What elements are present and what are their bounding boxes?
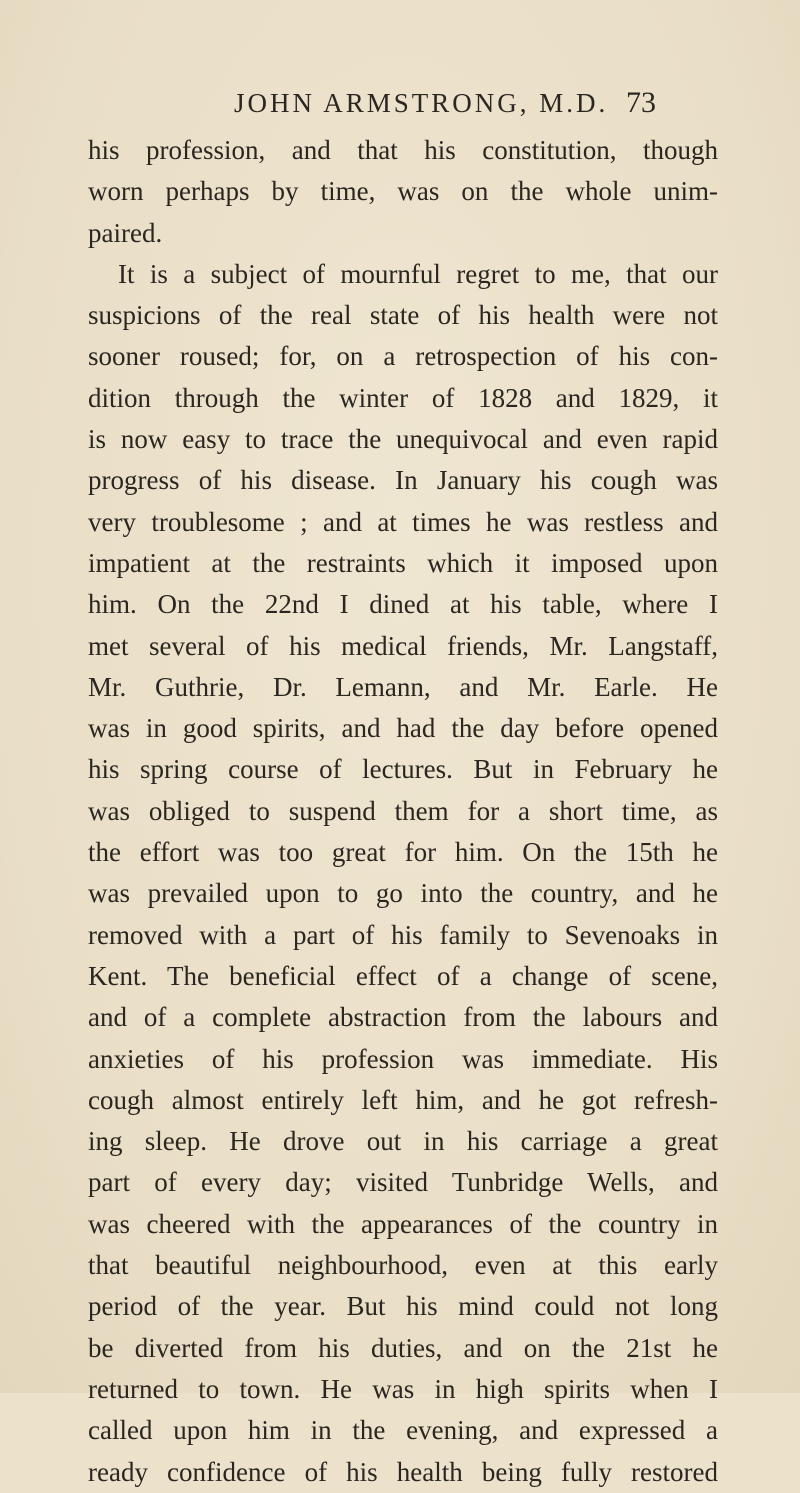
text-line: was prevailed upon to go into the country, and he <box>88 878 718 909</box>
text-line: removed with a part of his family to Sevenoaks in <box>88 919 718 950</box>
text-line: suspicions of the real state of his health were not <box>88 300 718 331</box>
text-line: anxieties of his profession was immediate. His <box>88 1043 718 1074</box>
text-line: Kent. The beneficial effect of a change of scene, <box>88 960 718 991</box>
paragraph <box>88 254 718 1493</box>
text-line: progress of his disease. In January his cough was <box>88 465 718 496</box>
body-text <box>88 130 718 1493</box>
text-line: sooner roused; for, on a retrospection of his con- <box>88 341 718 372</box>
text-line: his profession, and that his constitution, though <box>88 135 718 165</box>
text-line: him. On the 22nd I dined at his table, where I <box>88 589 718 620</box>
text-line: met several of his medical friends, Mr. Langstaff, <box>88 630 718 661</box>
text-line: ing sleep. He drove out in his carriage a great <box>88 1126 718 1157</box>
running-head <box>0 78 800 128</box>
text-line: and of a complete abstraction from the labours and <box>88 1002 718 1033</box>
text-line: It is a subject of mournful regret to me, that our <box>118 258 718 289</box>
text-line: was cheered with the appearances of the country in <box>88 1208 718 1239</box>
text-line: part of every day; visited Tunbridge Wells, and <box>88 1167 718 1198</box>
text-line: cough almost entirely left him, and he got refresh- <box>88 1084 718 1115</box>
text-line: is now easy to trace the unequivocal and even rapid <box>88 424 718 455</box>
text-line: impatient at the restraints which it imposed upon <box>88 547 718 578</box>
page-number: 73 <box>626 86 656 119</box>
text-line: ready confidence of his health being fully restored <box>88 1456 718 1487</box>
text-line: was in good spirits, and had the day before opened <box>88 713 718 744</box>
paragraph-continued <box>88 130 718 254</box>
text-line: his spring course of lectures. But in February he <box>88 754 718 785</box>
text-line: returned to town. He was in high spirits when I <box>88 1373 718 1404</box>
text-line: very troublesome ; and at times he was restless and <box>88 506 718 537</box>
text-line: worn perhaps by time, was on the whole unim- <box>88 176 718 207</box>
running-head-title: JOHN ARMSTRONG, M.D. <box>234 88 609 118</box>
text-line: be diverted from his duties, and on the 21st he <box>88 1332 718 1363</box>
text-line: period of the year. But his mind could not long <box>88 1291 718 1322</box>
text-line: the effort was too great for him. On the 15th he <box>88 837 718 868</box>
text-line: paired. <box>88 217 163 248</box>
text-line: called upon him in the evening, and expressed a <box>88 1415 718 1446</box>
text-line: Mr. Guthrie, Dr. Lemann, and Mr. Earle. He <box>88 671 718 702</box>
text-line: was obliged to suspend them for a short time, as <box>88 795 718 826</box>
text-line: dition through the winter of 1828 and 1829, it <box>88 382 718 413</box>
text-line: that beautiful neighbourhood, even at this early <box>88 1250 718 1281</box>
